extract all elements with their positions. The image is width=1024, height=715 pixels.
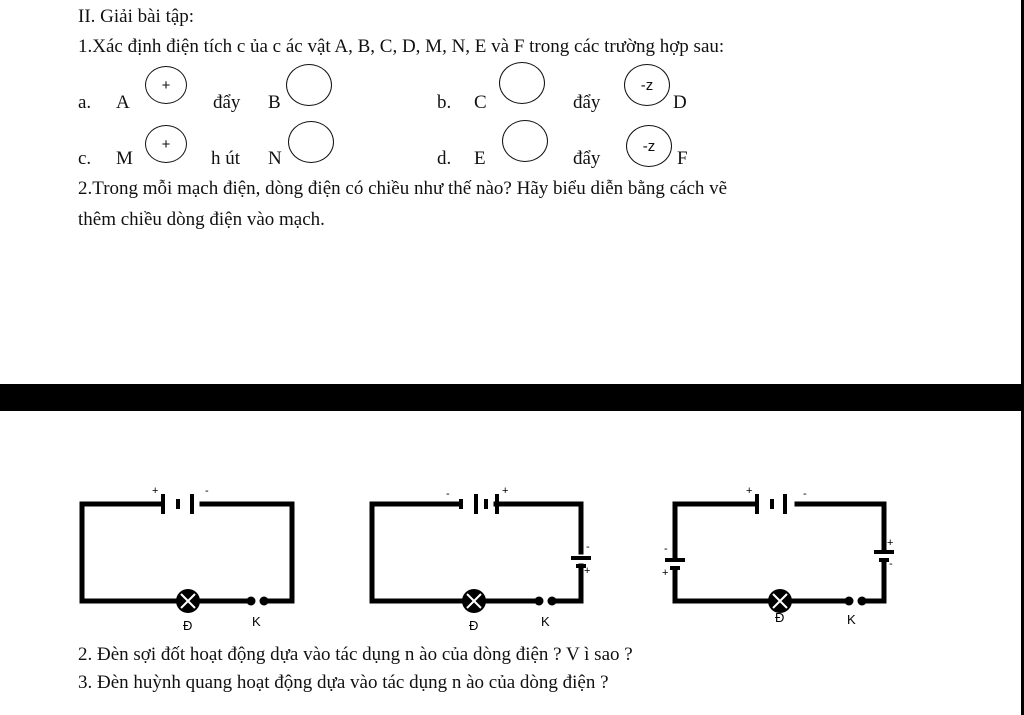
object-m-label: M [116, 148, 133, 169]
charge-circle-m: + [145, 125, 187, 163]
lamp-2-label: Đ [469, 618, 479, 633]
case-c-marker: c. [78, 148, 92, 169]
source-3b-plate-short [879, 558, 889, 562]
source-3b-minus: - [889, 558, 893, 570]
charge-circle-f: -z [626, 125, 672, 167]
object-b-label: B [268, 92, 281, 113]
question-2-line-2: thêm chiều dòng điện vào mạch. [78, 209, 325, 230]
battery-3-plate-long [755, 494, 759, 514]
battery-2-minus: - [446, 488, 450, 500]
case-d-marker: d. [437, 148, 452, 169]
object-e-label: E [474, 148, 486, 169]
case-b-marker: b. [437, 92, 452, 113]
charge-circle-c [499, 62, 545, 104]
object-f-label: F [677, 148, 688, 169]
switch-2-label: K [541, 614, 550, 629]
source-2-plate-long [571, 556, 591, 560]
charge-circle-a: + [145, 66, 187, 104]
object-c-label: C [474, 92, 487, 113]
battery-2-plate-short [459, 499, 463, 509]
battery-1-plate-long-2 [190, 494, 194, 514]
charge-circle-d: -z [624, 64, 670, 106]
switch-1-label: K [252, 614, 261, 629]
object-d-label: D [673, 92, 687, 113]
switch-2-contact-left [535, 597, 544, 606]
source-3a-minus: - [664, 543, 668, 555]
battery-2-plus: + [502, 485, 509, 497]
switch-1-contact-left [247, 597, 256, 606]
source-3b-plate-long [874, 550, 894, 554]
source-3a-plate-short [670, 566, 680, 570]
battery-3-plate-long-2 [783, 494, 787, 514]
case-a-marker: a. [78, 92, 92, 113]
object-n-label: N [268, 148, 282, 169]
source-2-minus: - [586, 541, 590, 553]
battery-3-plus: + [746, 485, 753, 497]
case-b-verb: đẩy [573, 92, 601, 113]
object-a-label: A [116, 92, 130, 113]
battery-3-plate-short [770, 499, 774, 509]
case-c-verb: h út [211, 148, 241, 169]
question-1-text: 1.Xác định điện tích c ủa c ác vật A, B, C, D, M, N, E và F trong các trường hợp sau: [78, 36, 725, 57]
question-2-line-1: 2.Trong mỗi mạch điện, dòng điện có chiều như thế nào? Hãy biểu diễn bằng cách vẽ [78, 178, 728, 199]
source-3a-plus: + [662, 567, 669, 579]
battery-2-plate-short-2 [484, 499, 488, 509]
lamp-3-label: Đ [775, 610, 785, 625]
switch-3-contact-right [858, 597, 867, 606]
battery-1-plus: + [152, 485, 159, 497]
source-3a-plate-long [665, 558, 685, 562]
section-title: II. Giải bài tập: [78, 6, 195, 27]
charge-circle-b [286, 64, 332, 106]
battery-2-plate-long [474, 494, 478, 514]
battery-2-plate-long-2 [495, 494, 499, 514]
bottom-question-3: 3. Đèn huỳnh quang hoạt động dựa vào tác dụng n ào của dòng điện ? [78, 672, 609, 693]
battery-1-plate-long [161, 494, 165, 514]
charge-circle-n [288, 121, 334, 163]
switch-2-contact-right [548, 597, 557, 606]
switch-3-label: K [847, 612, 856, 627]
bottom-question-2: 2. Đèn sợi đốt hoạt động dựa vào tác dụng n ào của dòng điện ? V ì sao ? [78, 644, 633, 665]
lamp-1-label: Đ [183, 618, 193, 633]
case-d-verb: đẩy [573, 148, 601, 169]
charge-circle-e [502, 120, 548, 162]
circuit-2 [372, 504, 581, 601]
switch-3-contact-left [845, 597, 854, 606]
source-2-plus: + [584, 565, 591, 577]
switch-1-contact-right [260, 597, 269, 606]
battery-1-minus: - [205, 485, 209, 497]
lamp-2-icon [462, 589, 486, 613]
circuit-1 [82, 504, 292, 601]
source-3b-plus: + [887, 537, 894, 549]
circuit-3 [675, 504, 884, 601]
battery-3-minus: - [803, 488, 807, 500]
lamp-1-icon [176, 589, 200, 613]
black-separator-band [0, 384, 1024, 411]
case-a-verb: đẩy [213, 92, 241, 113]
circuit-diagrams [0, 470, 1024, 640]
battery-1-plate-short [176, 499, 180, 509]
